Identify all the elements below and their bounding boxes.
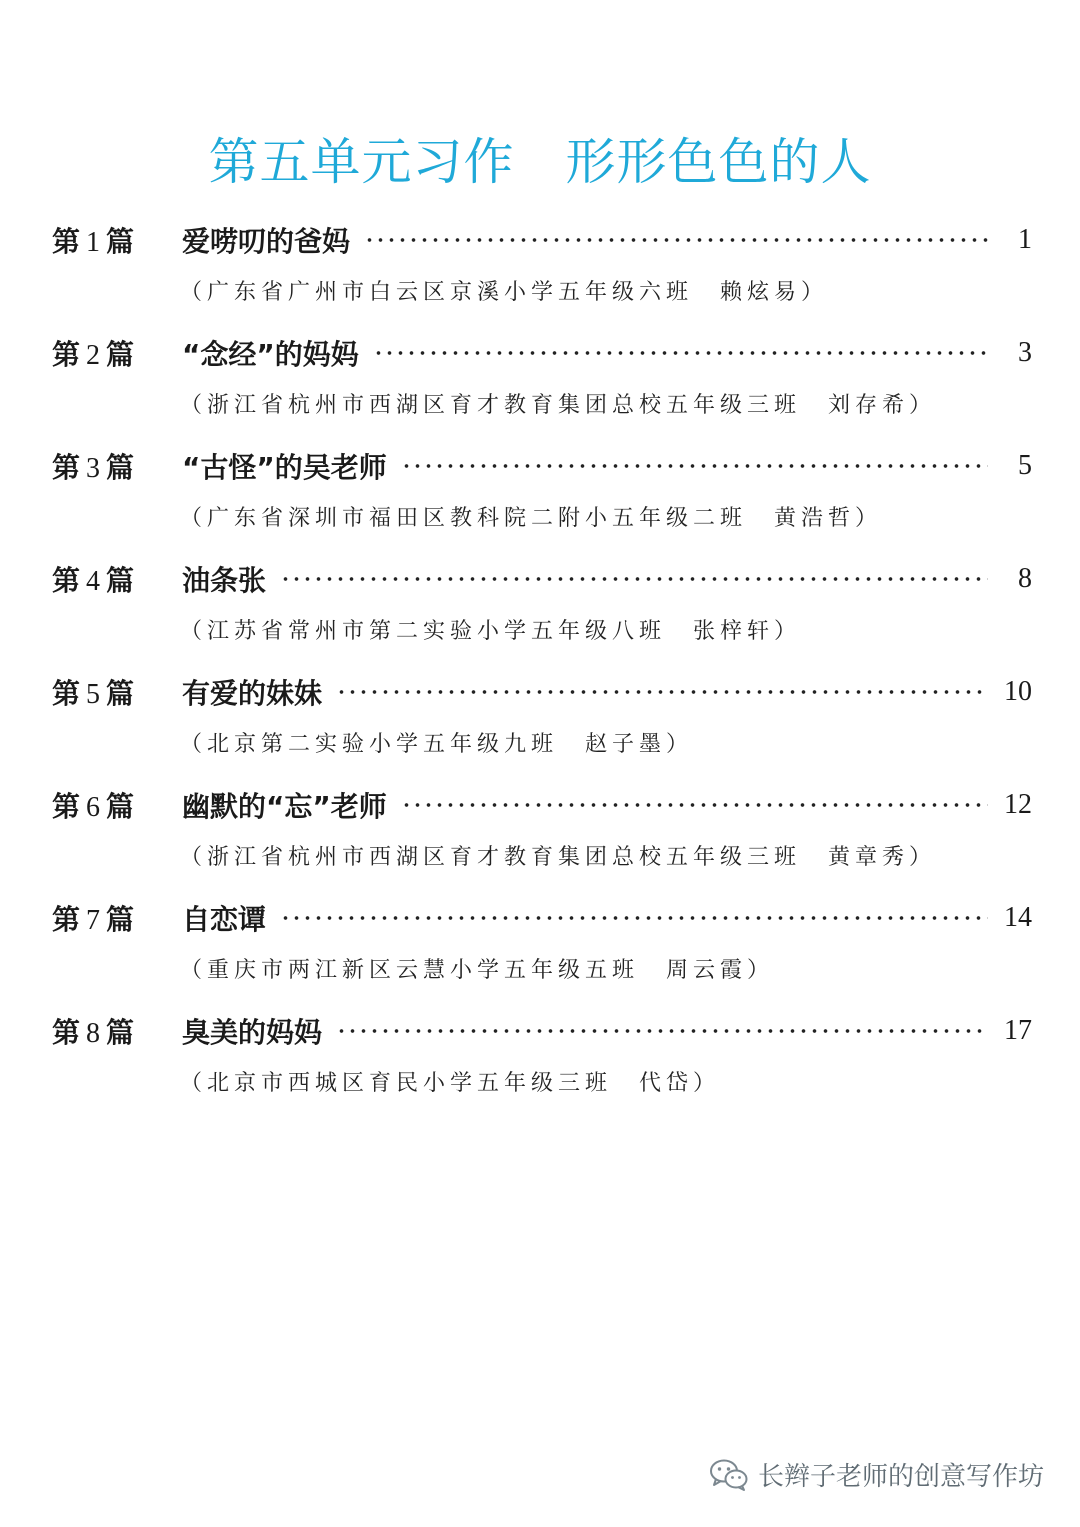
entry-title[interactable]: “古怪”的吴老师 xyxy=(182,451,387,484)
wechat-icon xyxy=(708,1458,750,1492)
dot-leader xyxy=(401,463,988,469)
entry-author-source: （江苏省常州市第二实验小学五年级八班 张梓轩） xyxy=(180,619,802,644)
entry-page-number: 1 xyxy=(1018,224,1032,255)
entry-author-source: （浙江省杭州市西湖区育才教育集团总校五年级三班 刘存希） xyxy=(180,393,937,418)
entry-author-source: （重庆市两江新区云慧小学五年级五班 周云霞） xyxy=(180,958,775,983)
entry-title[interactable]: 油条张 xyxy=(182,564,267,597)
toc-entry[interactable] xyxy=(52,780,1032,893)
entry-ordinal: 第 2 篇 xyxy=(52,338,135,371)
dot-leader xyxy=(401,802,988,808)
page-title: 第五单元习作 形形色色的人 xyxy=(208,133,872,191)
entry-ordinal: 第 7 篇 xyxy=(52,903,135,936)
dot-leader xyxy=(373,350,988,356)
dot-leader xyxy=(336,1028,988,1034)
entry-author-source: （广东省深圳市福田区教科院二附小五年级二班 黄浩哲） xyxy=(180,506,883,531)
entry-ordinal: 第 3 篇 xyxy=(52,451,135,484)
toc-entry[interactable] xyxy=(52,215,1032,328)
account-watermark xyxy=(708,1456,1044,1493)
entry-ordinal: 第 5 篇 xyxy=(52,677,135,710)
entry-title[interactable]: “念经”的妈妈 xyxy=(182,338,359,371)
watermark-text: 长辫子老师的创意写作坊 xyxy=(757,1462,1044,1492)
entry-page-number: 3 xyxy=(1018,337,1032,368)
entry-author-source: （广东省广州市白云区京溪小学五年级六班 赖炫易） xyxy=(180,280,829,305)
entry-page-number: 8 xyxy=(1018,563,1032,594)
entry-ordinal: 第 4 篇 xyxy=(52,564,135,597)
entry-title[interactable]: 爱唠叨的爸妈 xyxy=(182,225,351,258)
entry-page-number: 14 xyxy=(1004,902,1032,933)
entry-page-number: 12 xyxy=(1004,789,1032,820)
toc-entry[interactable] xyxy=(52,667,1032,780)
dot-leader xyxy=(280,576,988,582)
toc-entry[interactable] xyxy=(52,441,1032,554)
entry-page-number: 17 xyxy=(1004,1015,1032,1046)
toc-entry[interactable] xyxy=(52,893,1032,1006)
entry-author-source: （北京第二实验小学五年级九班 赵子墨） xyxy=(180,732,694,757)
entry-title[interactable]: 自恋谭 xyxy=(182,903,267,936)
dot-leader xyxy=(280,915,988,921)
table-of-contents xyxy=(52,215,1032,1119)
entry-title[interactable]: 幽默的“忘”老师 xyxy=(182,790,387,823)
entry-title[interactable]: 臭美的妈妈 xyxy=(182,1016,323,1049)
toc-entry[interactable] xyxy=(52,1006,1032,1119)
entry-page-number: 5 xyxy=(1018,450,1032,481)
toc-entry[interactable] xyxy=(52,554,1032,667)
dot-leader xyxy=(364,237,988,243)
entry-author-source: （浙江省杭州市西湖区育才教育集团总校五年级三班 黄章秀） xyxy=(180,845,937,870)
dot-leader xyxy=(336,689,988,695)
entry-author-source: （北京市西城区育民小学五年级三班 代岱） xyxy=(180,1071,721,1096)
entry-page-number: 10 xyxy=(1004,676,1032,707)
entry-ordinal: 第 1 篇 xyxy=(52,225,135,258)
entry-ordinal: 第 6 篇 xyxy=(52,790,135,823)
entry-ordinal: 第 8 篇 xyxy=(52,1016,135,1049)
toc-entry[interactable] xyxy=(52,328,1032,441)
entry-title[interactable]: 有爱的妹妹 xyxy=(182,677,323,710)
